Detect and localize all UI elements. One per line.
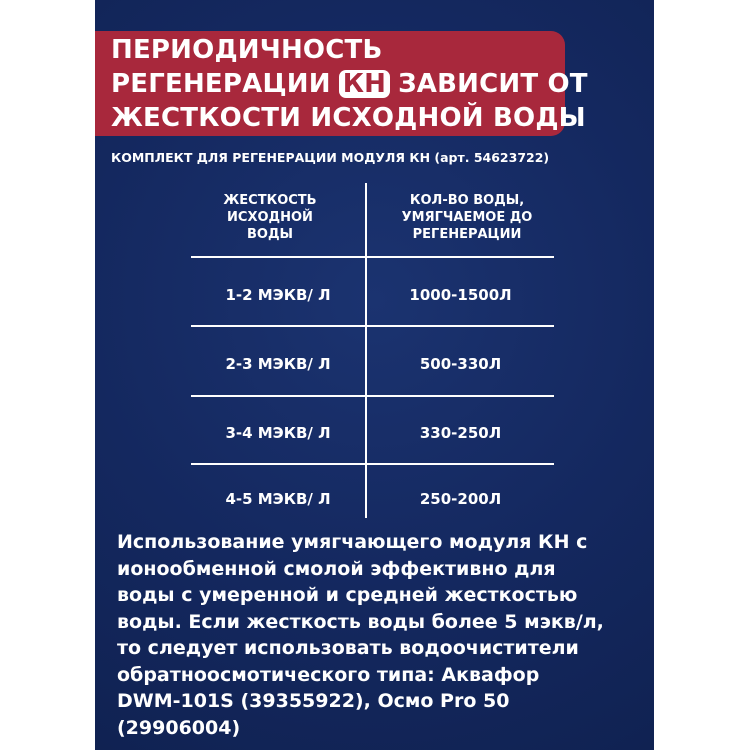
header-hardness-line: ВОДЫ [246, 227, 293, 242]
kit-subtitle: КОМПЛЕКТ ДЛЯ РЕГЕНЕРАЦИИ МОДУЛЯ КН (арт. 54623722) [111, 150, 550, 165]
paragraph-line: (29906004) [117, 716, 241, 739]
volume-cell: 330-250Л [419, 424, 502, 442]
hardness-cell: 4-5 МЭКВ/ Л [225, 490, 331, 508]
header-hardness-line: ЖЕСТКОСТЬ [223, 193, 317, 208]
volume-cell: 250-200Л [419, 490, 502, 508]
header-volume-line: УМЯГЧАЕМОЕ ДО [401, 210, 533, 225]
recommendation-paragraph [117, 529, 637, 741]
header-water-volume [367, 192, 567, 243]
table-column-divider [365, 183, 367, 518]
hardness-cell: 3-4 МЭКВ/ Л [225, 424, 331, 442]
header-volume-line: РЕГЕНЕРАЦИИ [412, 227, 522, 242]
paragraph-line: воды. Если жесткость воды более 5 мэкв/л, [117, 610, 604, 633]
header-hardness [190, 192, 350, 243]
hardness-cell: 1-2 МЭКВ/ Л [225, 286, 331, 304]
paragraph-line: Использование умягчающего модуля КН с [117, 531, 588, 553]
title-line-1: ПЕРИОДИЧНОСТЬ [111, 35, 383, 65]
paragraph-line: обратноосмотического типа: Аквафор [117, 663, 540, 686]
table-row-divider [191, 325, 554, 327]
title-line-2 [111, 68, 588, 100]
kn-badge: КН [339, 70, 390, 98]
title-line-2-prefix: РЕГЕНЕРАЦИИ [111, 69, 331, 99]
title-line-3: ЖЕСТКОСТИ ИСХОДНОЙ ВОДЫ [111, 103, 586, 133]
volume-cell: 500-330Л [419, 355, 502, 373]
paragraph-line: воды с умеренной и средней жесткостью [117, 584, 578, 606]
volume-cell: 1000-1500Л [409, 286, 512, 304]
table-row-divider [191, 463, 554, 465]
paragraph-line: DWM-101S (39355922), Осмо Pro 50 [117, 690, 510, 712]
paragraph-line: то следует использовать водоочистители [117, 637, 579, 659]
table-row-divider [191, 395, 554, 397]
table-row-divider [191, 256, 554, 258]
title-line-2-suffix: ЗАВИСИТ ОТ [398, 69, 588, 99]
header-hardness-line: ИСХОДНОЙ [227, 210, 313, 225]
header-volume-line: КОЛ-ВО ВОДЫ, [409, 193, 525, 208]
paragraph-line: ионообменной смолой эффективно для [117, 557, 556, 580]
hardness-cell: 2-3 МЭКВ/ Л [225, 355, 331, 373]
info-card [95, 0, 654, 750]
